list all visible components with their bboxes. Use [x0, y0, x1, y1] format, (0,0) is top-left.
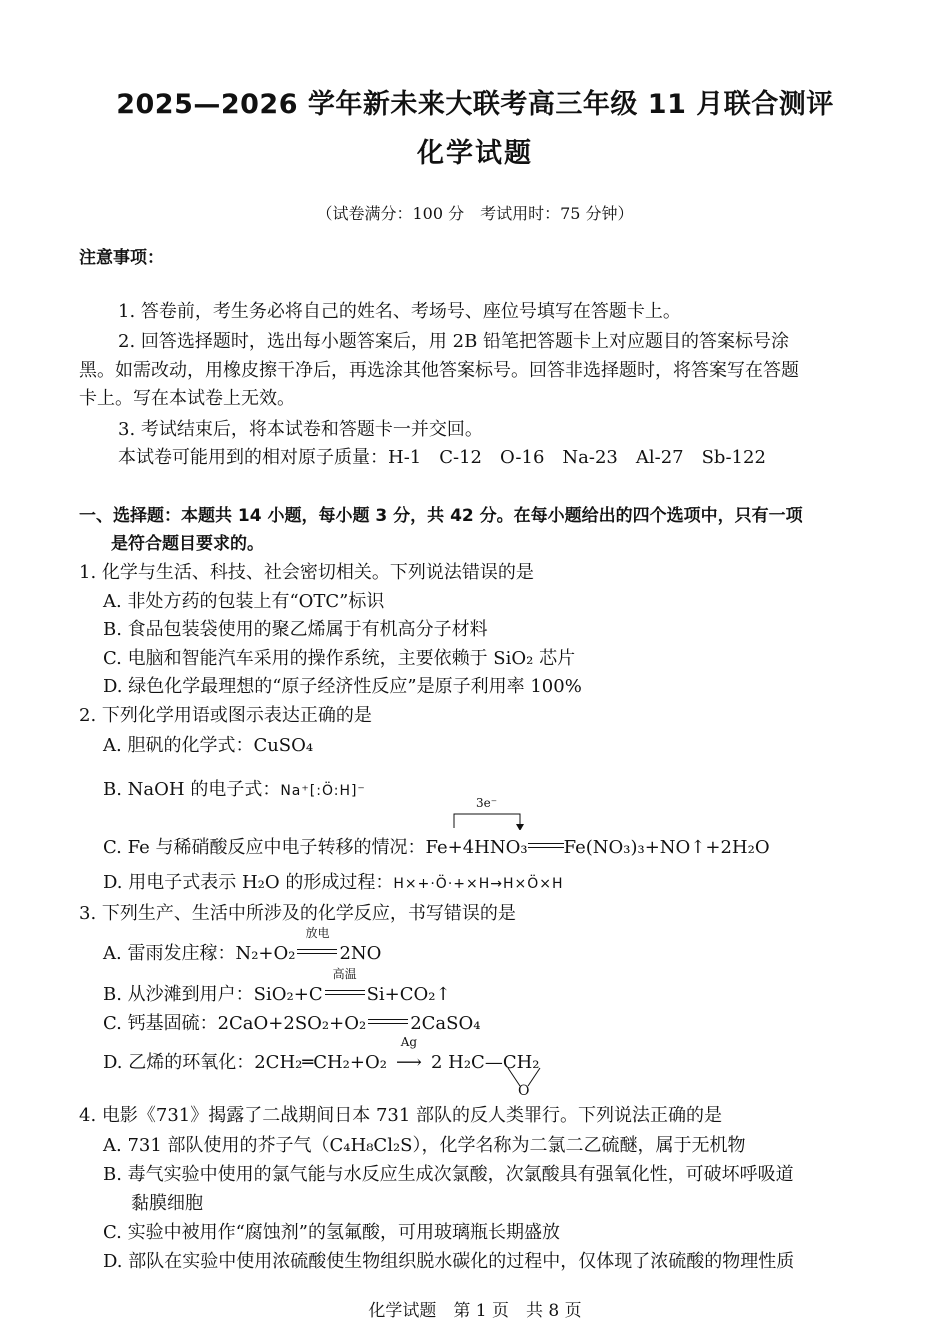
condition-text: 放电	[305, 926, 330, 940]
q3-d-reactants: 2CH₂═CH₂+O₂	[254, 1052, 387, 1073]
q3-b-reactants: SiO₂+C	[253, 984, 323, 1005]
q3-option-a	[103, 926, 382, 966]
q1-stem: 1. 化学与生活、科技、社会密切相关。下列说法错误的是	[79, 562, 534, 583]
q3-option-a-label: A. 雷雨发庄稼：	[103, 943, 236, 964]
q4-option-a: A. 731 部队使用的芥子气（C₄H₈Cl₂S），化学名称为二氯二乙硫醚，属于无机物	[103, 1135, 746, 1156]
epoxide-ring-icon	[494, 1066, 554, 1096]
notice-item-2a: 2. 回答选择题时，选出每小题答案后，用 2B 铅笔把答题卡上对应题目的答案标号涂	[118, 331, 790, 352]
catalyst-text: Ag	[400, 1035, 418, 1049]
q3-option-c-label: C. 钙基固硫：	[103, 1013, 218, 1034]
notice-heading: 注意事项：	[79, 248, 164, 268]
q3-a-products: 2NO	[339, 943, 382, 964]
q3-option-d	[103, 1035, 540, 1075]
q2-option-b-label: B. NaOH 的电子式：	[103, 779, 281, 800]
q2-option-b	[103, 778, 366, 803]
q1-option-b: B. 食品包装袋使用的聚乙烯属于有机高分子材料	[103, 619, 488, 640]
q4-option-b: B. 毒气实验中使用的氯气能与水反应生成次氯酸，次氯酸具有强氧化性，可破坏呼吸道	[103, 1164, 794, 1185]
reaction-condition	[295, 926, 339, 966]
q3-option-b	[103, 967, 451, 1007]
q2-option-d	[103, 871, 564, 896]
notice-item-2b: 黑。如需改动，用橡皮擦干净后，再选涂其他答案标号。回答非选择题时，将答案写在答题	[79, 360, 799, 381]
equals-sign	[528, 843, 564, 848]
q4-option-d: D. 部队在实验中使用浓硫酸使生物组织脱水碳化的过程中，仅体现了浓硫酸的物理性质	[103, 1251, 795, 1272]
naoh-electron-formula: Na⁺[:Ö:H]⁻	[280, 783, 366, 799]
q1-option-d: D. 绿色化学最理想的“原子经济性反应”是原子利用率 100%	[103, 676, 582, 697]
q4-option-c: C. 实验中被用作“腐蚀剂”的氢氟酸，可用玻璃瓶长期盛放	[103, 1222, 560, 1243]
q3-c-products: 2CaSO₄	[410, 1013, 481, 1034]
reaction-condition	[323, 967, 367, 1007]
q2-stem: 2. 下列化学用语或图示表达正确的是	[79, 705, 372, 726]
q2-c-products: Fe(NO₃)₃+NO↑+2H₂O	[563, 837, 770, 858]
section-1-heading: 一、选择题：本题共 14 小题，每小题 3 分，共 42 分。在每小题给出的四个选项中，只有一项	[79, 506, 803, 526]
q2-option-c	[103, 836, 770, 860]
notice-item-2c: 卡上。写在本试卷上无效。	[79, 388, 295, 409]
electron-count-label: 3e⁻	[476, 796, 498, 810]
notice-item-1: 1. 答卷前，考生务必将自己的姓名、考场号、座位号填写在答题卡上。	[118, 301, 681, 322]
exam-info: （试卷满分：100 分 考试用时：75 分钟）	[316, 204, 634, 223]
q2-option-d-label: D. 用电子式表示 H₂O 的形成过程：	[103, 872, 394, 893]
atomic-mass-line: 本试卷可能用到的相对原子质量：H-1 C-12 O-16 Na-23 Al-27 Sb-122	[118, 447, 766, 468]
q3-option-d-label: D. 乙烯的环氧化：	[103, 1052, 255, 1073]
q4-option-b-cont: 黏膜细胞	[131, 1193, 203, 1214]
notice-item-3: 3. 考试结束后，将本试卷和答题卡一并交回。	[118, 419, 483, 440]
q2-option-a: A. 胆矾的化学式：CuSO₄	[103, 735, 314, 756]
q3-option-b-label: B. 从沙滩到用户：	[103, 984, 254, 1005]
q4-stem: 4. 电影《731》揭露了二战期间日本 731 部队的反人类罪行。下列说法正确的是	[79, 1105, 723, 1126]
page-footer: 化学试题 第 1 页 共 8 页	[368, 1301, 582, 1321]
h2o-formation-formula: H×+·Ö·+×H→H×Ö×H	[393, 876, 564, 892]
q2-c-reactants: Fe+4HNO₃	[425, 837, 528, 858]
reaction-arrow: Ag ⟶	[387, 1051, 431, 1075]
q3-a-reactants: N₂+O₂	[235, 943, 296, 964]
q1-option-a: A. 非处方药的包装上有“OTC”标识	[103, 591, 385, 612]
q3-d-products: 2 H₂C—CH₂	[430, 1052, 540, 1073]
q3-option-c	[103, 1012, 480, 1036]
q3-b-products: Si+CO₂↑	[366, 984, 451, 1005]
reaction-equals	[366, 1012, 410, 1036]
exam-title: 2025—2026 学年新未来大联考高三年级 11 月联合测评	[116, 89, 834, 120]
q3-c-reactants: 2CaO+2SO₂+O₂	[217, 1013, 367, 1034]
q3-stem: 3. 下列生产、生活中所涉及的化学反应，书写错误的是	[79, 903, 516, 924]
section-1-heading-cont: 是符合题目要求的。	[111, 534, 264, 554]
exam-subject: 化学试题	[417, 138, 533, 169]
condition-text: 高温	[332, 967, 357, 981]
q1-option-c: C. 电脑和智能汽车采用的操作系统，主要依赖于 SiO₂ 芯片	[103, 648, 576, 669]
svg-text:O: O	[518, 1083, 530, 1096]
q2-option-c-label: C. Fe 与稀硝酸反应中电子转移的情况：	[103, 837, 426, 858]
